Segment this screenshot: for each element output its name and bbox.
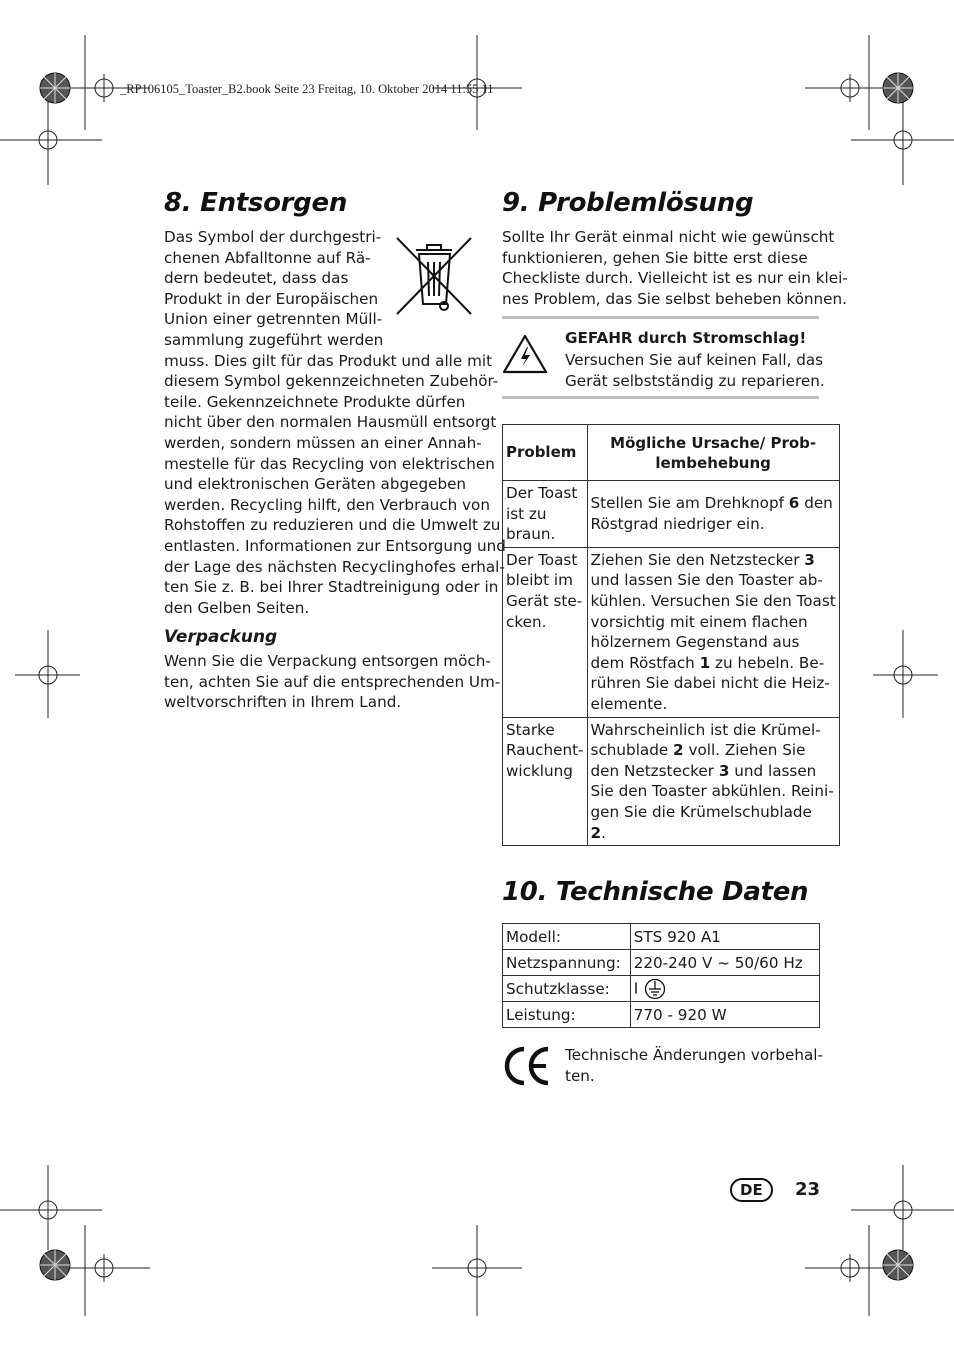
table-row [503, 717, 840, 846]
note-line: ten. [565, 1066, 595, 1085]
cell-line: 2. [590, 823, 606, 842]
cell-line: Sie den Toaster abkühlen. Reini- [590, 782, 834, 801]
cell-line: Der Toast [506, 484, 578, 502]
text-line: entlasten. Informationen zur Entsorgung und [164, 536, 506, 555]
solution-cell [587, 547, 839, 717]
cell-line: und lassen Sie den Toaster ab- [590, 571, 823, 590]
cell-line: hölzernem Gegenstand aus [590, 633, 800, 652]
cell-line: schublade 2 voll. Ziehen Sie [590, 741, 806, 760]
text-line: Wenn Sie die Verpackung entsorgen möch- [164, 652, 491, 670]
warning-rule-top [502, 316, 819, 319]
language-badge [730, 1178, 773, 1202]
troubleshooting-table [502, 424, 840, 846]
cell-line: Der Toast [506, 550, 578, 569]
cell-line: cken. [506, 612, 547, 631]
tech-label: Modell: [503, 924, 631, 950]
text-line: teile. Gekennzeichnete Produkte dürfen [164, 392, 466, 411]
table-header-problem: Problem [503, 425, 588, 481]
text-line: ten Sie z. B. bei Ihrer Stadtreinigung oder in [164, 578, 499, 597]
warning-line: Gerät selbstständig zu reparieren. [565, 371, 825, 390]
text-line: Rohstoffen zu reduzieren und die Umwelt zu [164, 516, 501, 535]
cell-line: Starke [506, 720, 555, 739]
text-line: nicht über den normalen Hausmüll entsorgt [164, 413, 497, 432]
text-line: mestelle für das Recycling von elektrischen [164, 454, 495, 473]
warning-title: GEFAHR durch Stromschlag! [565, 329, 807, 347]
packaging-subtitle: Verpackung [164, 627, 278, 647]
packaging-body [164, 651, 500, 713]
tech-label: Netzspannung: [503, 950, 631, 976]
tech-label: Leistung: [503, 1002, 631, 1028]
text-line: Das Symbol der durchgestri- [164, 228, 382, 246]
section-9-title: 9. Problemlösung [502, 188, 754, 218]
electric-hazard-icon [502, 333, 548, 375]
text-line: Produkt in der Europäischen [164, 289, 379, 308]
text-line: sammlung zugeführt werden [164, 330, 384, 349]
tech-row [503, 924, 820, 950]
cell-line: elemente. [590, 694, 668, 713]
text-line: ten, achten Sie auf die entsprechenden Um- [164, 672, 501, 691]
warning-text [565, 350, 825, 391]
text-line: funktionieren, gehen Sie bitte erst diese [502, 248, 808, 267]
cell-line: Röstgrad niedriger ein. [590, 514, 765, 533]
tech-data-table [502, 923, 820, 1028]
cell-line: Rauchent- [506, 741, 584, 760]
tech-change-note [565, 1045, 823, 1086]
cell-line: gen Sie die Krümelschublade [590, 802, 812, 821]
section-8-title: 8. Entsorgen [164, 188, 348, 218]
cell-line: Wahrscheinlich ist die Krümel- [590, 720, 821, 739]
cell-line: braun. [506, 525, 556, 544]
tech-value: 220-240 V ~ 50/60 Hz [630, 950, 819, 976]
tech-row [503, 950, 820, 976]
solution-cell [587, 717, 839, 846]
section-8-body [164, 227, 506, 618]
cell-line: Gerät ste- [506, 591, 583, 610]
text-line: muss. Dies gilt für das Produkt und alle mit [164, 351, 493, 370]
cell-line: den Netzstecker 3 und lassen [590, 761, 817, 780]
text-line: den Gelben Seiten. [164, 598, 310, 617]
language-code: DE [730, 1178, 773, 1202]
text-line: Checkliste durch. Vielleicht ist es nur ein klei- [502, 269, 848, 288]
text-line: Union einer getrennten Müll- [164, 310, 383, 329]
text-line: dern bedeutet, dass das [164, 269, 349, 288]
cell-line: rühren Sie dabei nicht die Heiz- [590, 674, 830, 693]
ce-mark-icon [503, 1045, 551, 1087]
tech-label: Schutzklasse: [503, 976, 631, 1002]
text-line: werden. Recycling hilft, den Verbrauch von [164, 495, 490, 514]
print-header: _RP106105_Toaster_B2.book Seite 23 Freitag, 10. Oktober 2014 11:55 11 [120, 82, 494, 96]
table-header-solution [587, 425, 839, 481]
header-line: Mögliche Ursache/ Prob- [610, 433, 817, 452]
page-number: 23 [795, 1179, 821, 1200]
problem-cell [503, 547, 588, 717]
text-line: weltvorschriften in Ihrem Land. [164, 693, 402, 712]
table-row [503, 547, 840, 717]
cell-line: Ziehen Sie den Netzstecker 3 [590, 550, 815, 569]
tech-value: 770 - 920 W [630, 1002, 819, 1028]
text-line: diesem Symbol gekennzeichneten Zubehör- [164, 372, 499, 391]
section-9-intro [502, 227, 848, 309]
header-line: lembehebung [655, 453, 771, 472]
text-line: werden, sondern müssen an einer Annah- [164, 433, 482, 452]
tech-value: STS 920 A1 [630, 924, 819, 950]
cell-line: bleibt im [506, 571, 573, 590]
text-line: und elektronischen Geräten abgegeben [164, 475, 467, 494]
table-row [503, 481, 840, 548]
text-line: der Lage des nächsten Recyclinghofes erhal- [164, 557, 505, 576]
cell-line: ist zu [506, 504, 547, 523]
cell-line: wicklung [506, 761, 573, 780]
warning-line: Versuchen Sie auf keinen Fall, das [565, 351, 824, 369]
section-10-title: 10. Technische Daten [502, 877, 809, 907]
tech-row [503, 976, 820, 1002]
cell-line: vorsichtig mit einem flachen [590, 612, 808, 631]
solution-cell [587, 481, 839, 548]
cell-line: dem Röstfach 1 zu hebeln. Be- [590, 653, 825, 672]
warning-rule-bottom [502, 396, 819, 399]
protective-earth-icon [644, 978, 666, 1000]
text-line: nes Problem, das Sie selbst beheben können. [502, 289, 847, 308]
cell-line: kühlen. Versuchen Sie den Toast [590, 591, 836, 610]
problem-cell [503, 481, 588, 548]
text-line: Sollte Ihr Gerät einmal nicht wie gewünscht [502, 228, 835, 246]
text-line: chenen Abfalltonne auf Rä- [164, 248, 371, 267]
tech-row [503, 1002, 820, 1028]
problem-cell [503, 717, 588, 846]
note-line: Technische Änderungen vorbehal- [565, 1046, 823, 1064]
tech-value: I [630, 976, 819, 1002]
cell-line: Stellen Sie am Drehknopf 6 den [590, 494, 833, 513]
